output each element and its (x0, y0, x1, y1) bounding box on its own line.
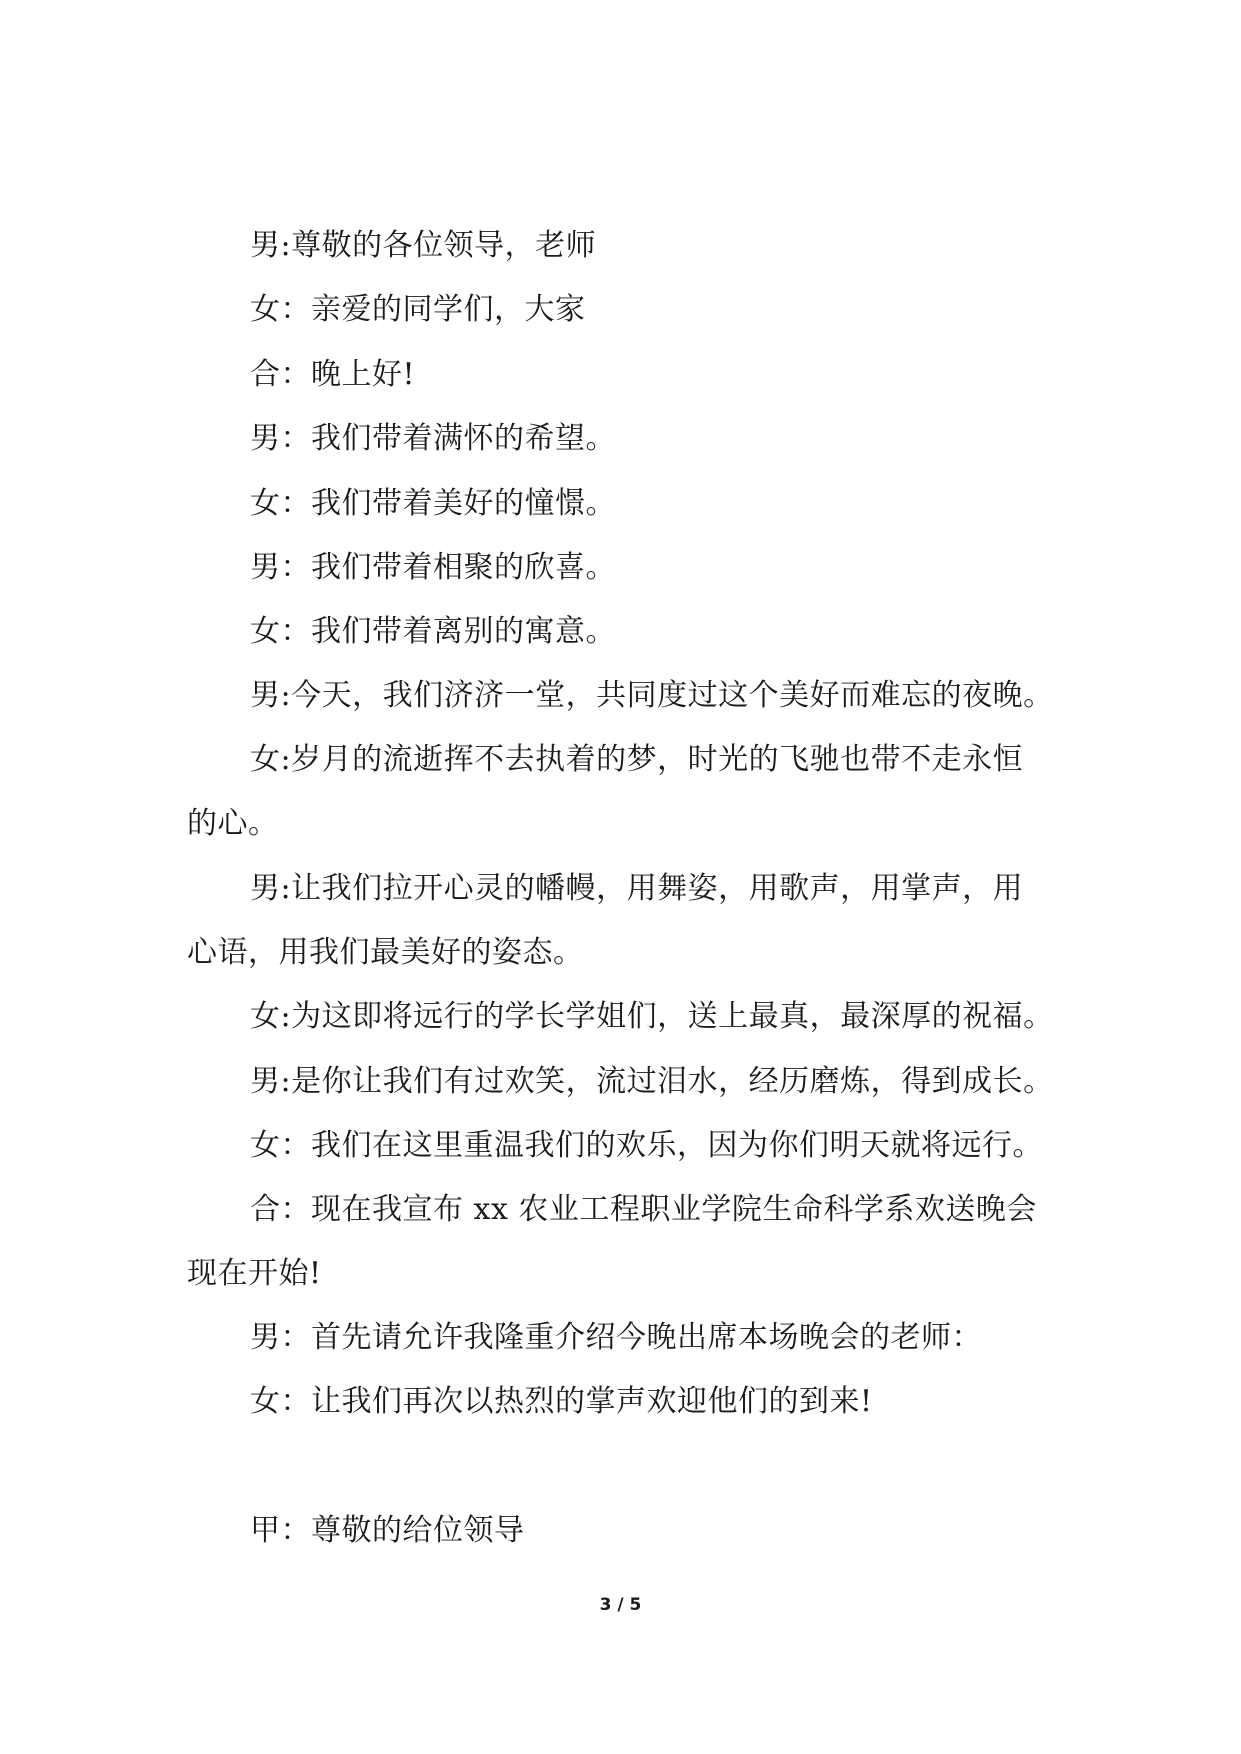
script-line-male-introduce: 男：首先请允许我隆重介绍今晚出席本场晚会的老师： (250, 1320, 982, 1355)
script-line-female-memories: 女：我们在这里重温我们的欢乐，因为你们明天就将远行。 (250, 1128, 1043, 1163)
script-line-male-hope: 男：我们带着满怀的希望。 (250, 421, 616, 456)
script-line-male-joy: 男：我们带着相聚的欣喜。 (250, 550, 616, 585)
script-line-male-tonight: 男:今天，我们济济一堂，共同度过这个美好而难忘的夜晚。 (250, 678, 1054, 713)
script-line-female-greeting: 女：亲爱的同学们，大家 (250, 292, 586, 327)
script-line-male-curtain: 男:让我们拉开心灵的幡幔，用舞姿，用歌声，用掌声，用 (250, 871, 1024, 906)
script-line-jia-greeting: 甲：尊敬的给位领导 (250, 1513, 525, 1548)
script-line-female-blessing: 女:为这即将远行的学长学姐们，送上最真，最深厚的祝福。 (250, 999, 1054, 1034)
script-line-female-parting: 女：我们带着离别的寓意。 (250, 614, 616, 649)
script-line-male-curtain-cont: 心语，用我们最美好的姿态。 (187, 935, 584, 970)
script-line-together-announce: 合：现在我宣布 xx 农业工程职业学院生命科学系欢送晚会 (250, 1192, 1037, 1227)
script-line-male-greeting: 男:尊敬的各位领导，老师 (250, 228, 597, 263)
script-line-male-growth: 男:是你让我们有过欢笑，流过泪水，经历磨炼，得到成长。 (250, 1064, 1054, 1099)
script-line-female-dream-cont: 的心。 (187, 806, 279, 841)
script-line-female-longing: 女：我们带着美好的憧憬。 (250, 486, 616, 521)
script-line-together-good-evening: 合：晚上好! (250, 357, 416, 392)
script-line-female-dream: 女:岁月的流逝挥不去执着的梦，时光的飞驰也带不走永恒 (250, 742, 1024, 777)
script-line-together-announce-cont: 现在开始! (187, 1256, 322, 1291)
page-number: 3 / 5 (599, 1595, 642, 1615)
script-line-female-welcome: 女：让我们再次以热烈的掌声欢迎他们的到来! (250, 1384, 873, 1419)
